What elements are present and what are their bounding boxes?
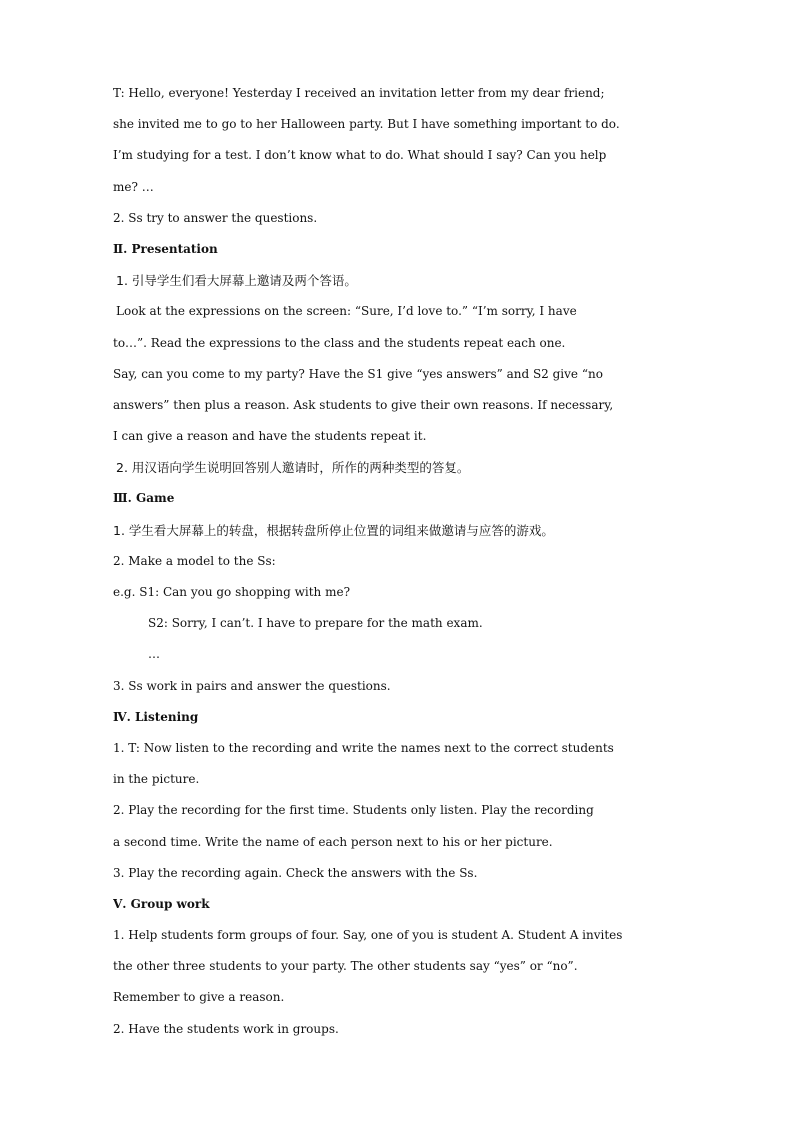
presentation-item-2: 2. 用汉语向学生说明回答别人邀请时，所作的两种类型的答复。 <box>116 460 470 476</box>
lesson-plan-body <box>113 78 685 1045</box>
listening-item-1b: in the picture. <box>113 772 200 787</box>
listening-item-1a: 1. T: Now listen to the recording and write the names next to the correct students <box>113 740 614 755</box>
game-example-s2: S2: Sorry, I can’t. I have to prepare for the math exam. <box>148 616 483 631</box>
presentation-text-5: I can give a reason and have the students repeat it. <box>113 429 427 444</box>
game-item-3: 3. Ss work in pairs and answer the questions. <box>113 678 391 693</box>
section-heading-game: Ⅲ. Game <box>113 491 175 506</box>
section-heading-listening: Ⅳ. Listening <box>113 709 199 724</box>
step-2-line: 2. Ss try to answer the questions. <box>113 210 318 225</box>
game-example-s1: e.g. S1: Can you go shopping with me? <box>113 585 351 599</box>
presentation-text-1: Look at the expressions on the screen: “Sure, I’d love to.” “I’m sorry, I have <box>116 304 577 319</box>
game-item-1: 1. 学生看大屏幕上的转盘，根据转盘所停止位置的词组来做邀请与应答的游戏。 <box>113 522 554 538</box>
group-work-item-1c: Remember to give a reason. <box>113 990 285 1005</box>
intro-line-3: I’m studying for a test. I don’t know what to do. What should I say? Can you help <box>113 148 607 163</box>
intro-line-4: me? … <box>113 179 154 194</box>
presentation-item-1: 1. 引导学生们看大屏幕上邀请及两个答语。 <box>116 273 357 289</box>
listening-item-2a: 2. Play the recording for the first time. Students only listen. Play the recording <box>113 803 594 818</box>
group-work-item-2: 2. Have the students work in groups. <box>113 1021 339 1036</box>
intro-line-2: she invited me to go to her Halloween party. But I have something important to do. <box>113 117 620 132</box>
intro-line-1: T: Hello, everyone! Yesterday I received an invitation letter from my dear friend; <box>113 86 605 100</box>
game-example-ellipsis: … <box>148 647 160 662</box>
section-heading-presentation: Ⅱ. Presentation <box>113 241 218 256</box>
group-work-item-1a: 1. Help students form groups of four. Say, one of you is student A. Student A invites <box>113 928 623 943</box>
presentation-text-4: answers” then plus a reason. Ask students to give their own reasons. If necessary, <box>113 397 614 412</box>
listening-item-3: 3. Play the recording again. Check the answers with the Ss. <box>113 865 478 880</box>
listening-item-2b: a second time. Write the name of each person next to his or her picture. <box>113 834 553 849</box>
presentation-text-2: to…”. Read the expressions to the class and the students repeat each one. <box>113 335 566 350</box>
section-heading-group-work: Ⅴ. Group work <box>113 896 210 911</box>
game-item-2: 2. Make a model to the Ss: <box>113 553 276 568</box>
group-work-item-1b: the other three students to your party. The other students say “yes” or “no”. <box>113 959 578 974</box>
presentation-text-3: Say, can you come to my party? Have the S1 give “yes answers” and S2 give “no <box>113 366 603 381</box>
